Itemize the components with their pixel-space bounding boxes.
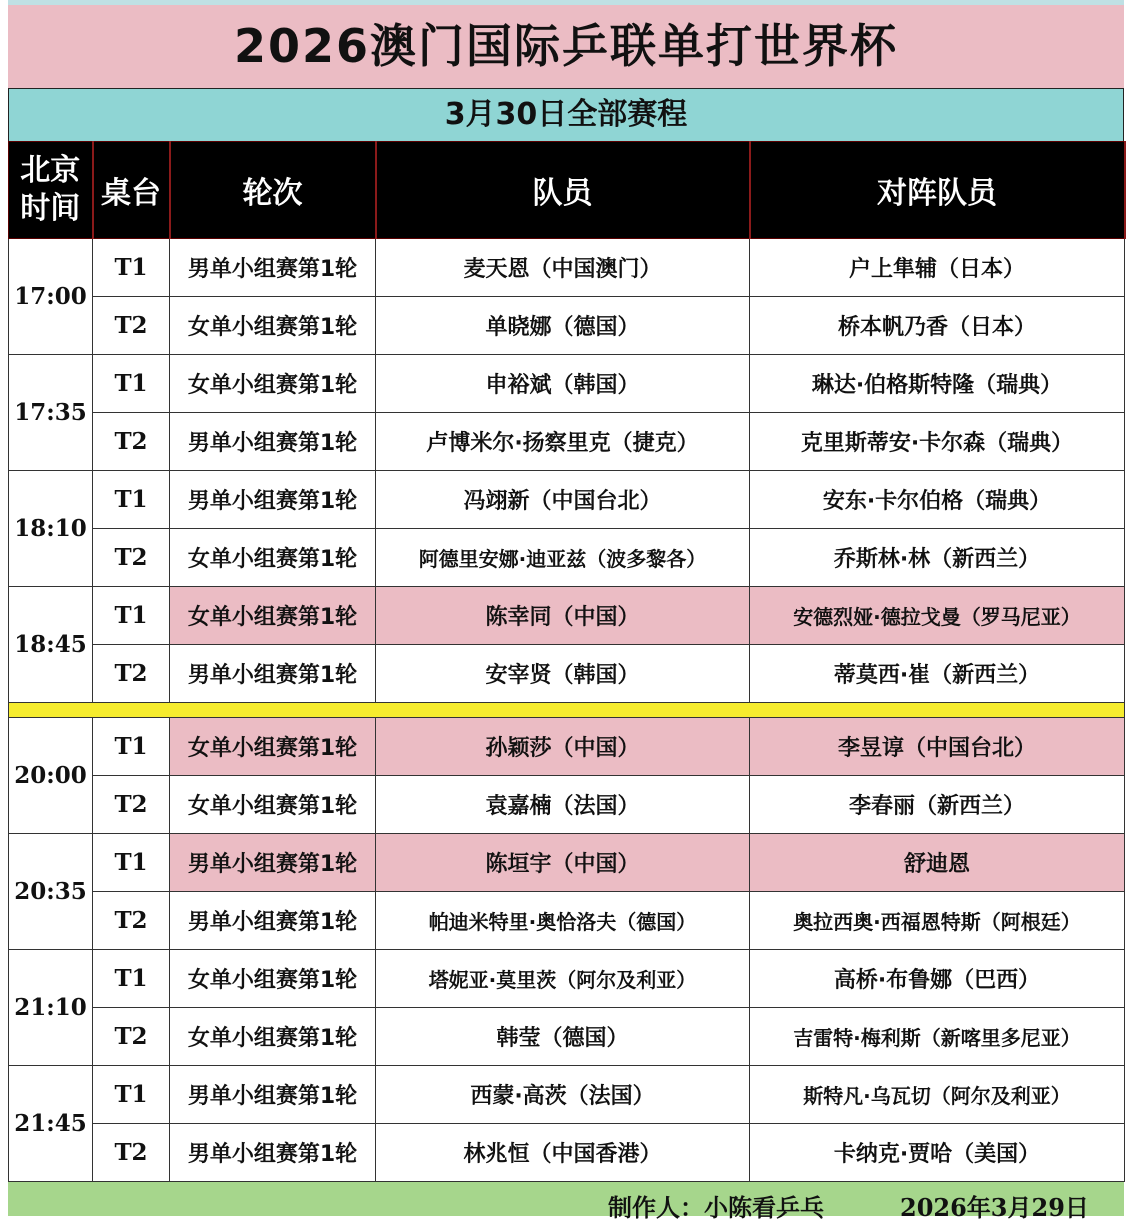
player-cell: 袁嘉楠（法国） — [376, 776, 750, 834]
opponent-cell: 琳达·伯格斯特隆（瑞典） — [750, 355, 1125, 413]
header-time — [9, 142, 93, 239]
player-cell: 冯翊新（中国台北） — [376, 471, 750, 529]
time-cell: 20:00 — [9, 718, 93, 834]
opponent-cell: 高桥·布鲁娜（巴西） — [750, 950, 1125, 1008]
schedule-subtitle: 3月30日全部赛程 — [8, 88, 1124, 142]
table-cell: T1 — [93, 718, 170, 776]
table-cell: T2 — [93, 645, 170, 703]
opponent-cell: 卡纳克·贾哈（美国） — [750, 1124, 1125, 1182]
round-cell: 男单小组赛第1轮 — [170, 239, 376, 297]
footer — [8, 1181, 1124, 1222]
separator-bar — [9, 703, 1125, 718]
schedule-poster — [8, 0, 1124, 1222]
match-row — [9, 776, 1125, 834]
table-cell: T1 — [93, 1066, 170, 1124]
header-table: 桌台 — [93, 142, 170, 239]
match-row — [9, 1066, 1125, 1124]
match-row — [9, 587, 1125, 645]
time-cell: 17:00 — [9, 239, 93, 355]
round-cell: 男单小组赛第1轮 — [170, 645, 376, 703]
opponent-cell: 奥拉西奥·西福恩特斯（阿根廷） — [750, 892, 1125, 950]
round-cell: 男单小组赛第1轮 — [170, 834, 376, 892]
round-cell: 男单小组赛第1轮 — [170, 413, 376, 471]
table-cell: T1 — [93, 239, 170, 297]
opponent-cell: 蒂莫西·崔（新西兰） — [750, 645, 1125, 703]
schedule-body — [9, 239, 1125, 1182]
opponent-cell: 斯特凡·乌瓦切（阿尔及利亚） — [750, 1066, 1125, 1124]
header-opponent: 对阵队员 — [750, 142, 1125, 239]
match-row — [9, 834, 1125, 892]
table-cell: T2 — [93, 297, 170, 355]
header-time-line1: 北京 — [20, 153, 81, 188]
table-cell: T2 — [93, 1008, 170, 1066]
table-cell: T2 — [93, 776, 170, 834]
header-round: 轮次 — [170, 142, 376, 239]
opponent-cell: 桥本帆乃香（日本） — [750, 297, 1125, 355]
player-cell: 单晓娜（德国） — [376, 297, 750, 355]
session-separator — [9, 703, 1125, 718]
header-time-line2: 时间 — [20, 191, 81, 226]
opponent-cell: 李昱谆（中国台北） — [750, 718, 1125, 776]
round-cell: 女单小组赛第1轮 — [170, 355, 376, 413]
opponent-cell: 安德烈娅·德拉戈曼（罗马尼亚） — [750, 587, 1125, 645]
round-cell: 男单小组赛第1轮 — [170, 892, 376, 950]
table-cell: T1 — [93, 471, 170, 529]
match-row — [9, 892, 1125, 950]
round-cell: 女单小组赛第1轮 — [170, 950, 376, 1008]
player-cell: 麦天恩（中国澳门） — [376, 239, 750, 297]
player-cell: 陈幸同（中国） — [376, 587, 750, 645]
player-cell: 申裕斌（韩国） — [376, 355, 750, 413]
table-cell: T2 — [93, 1124, 170, 1182]
time-cell: 18:45 — [9, 587, 93, 703]
player-cell: 帕迪米特里·奥恰洛夫（德国） — [376, 892, 750, 950]
poster-title: 2026澳门国际乒联单打世界杯 — [8, 5, 1124, 88]
match-row — [9, 471, 1125, 529]
round-cell: 男单小组赛第1轮 — [170, 1066, 376, 1124]
table-cell: T2 — [93, 892, 170, 950]
schedule-table — [8, 141, 1126, 1182]
table-cell: T1 — [93, 950, 170, 1008]
match-row — [9, 529, 1125, 587]
round-cell: 女单小组赛第1轮 — [170, 297, 376, 355]
opponent-cell: 吉雷特·梅利斯（新喀里多尼亚） — [750, 1008, 1125, 1066]
player-cell: 安宰贤（韩国） — [376, 645, 750, 703]
opponent-cell: 克里斯蒂安·卡尔森（瑞典） — [750, 413, 1125, 471]
player-cell: 林兆恒（中国香港） — [376, 1124, 750, 1182]
round-cell: 女单小组赛第1轮 — [170, 776, 376, 834]
player-cell: 卢博米尔·扬察里克（捷克） — [376, 413, 750, 471]
round-cell: 男单小组赛第1轮 — [170, 471, 376, 529]
table-cell: T1 — [93, 355, 170, 413]
match-row — [9, 950, 1125, 1008]
match-row — [9, 297, 1125, 355]
footer-maker: 制作人：小陈看乒乓 — [608, 1194, 824, 1222]
time-cell: 17:35 — [9, 355, 93, 471]
player-cell: 西蒙·高茨（法国） — [376, 1066, 750, 1124]
match-row — [9, 645, 1125, 703]
opponent-cell: 户上隼辅（日本） — [750, 239, 1125, 297]
time-cell: 21:45 — [9, 1066, 93, 1182]
opponent-cell: 乔斯林·林（新西兰） — [750, 529, 1125, 587]
match-row — [9, 239, 1125, 297]
match-row — [9, 413, 1125, 471]
player-cell: 韩莹（德国） — [376, 1008, 750, 1066]
time-cell: 21:10 — [9, 950, 93, 1066]
table-cell: T2 — [93, 529, 170, 587]
time-cell: 20:35 — [9, 834, 93, 950]
footer-date: 2026年3月29日 — [900, 1193, 1089, 1222]
table-cell: T2 — [93, 413, 170, 471]
match-row — [9, 355, 1125, 413]
round-cell: 男单小组赛第1轮 — [170, 1124, 376, 1182]
opponent-cell: 舒迪恩 — [750, 834, 1125, 892]
time-cell: 18:10 — [9, 471, 93, 587]
match-row — [9, 718, 1125, 776]
opponent-cell: 李春丽（新西兰） — [750, 776, 1125, 834]
round-cell: 女单小组赛第1轮 — [170, 587, 376, 645]
player-cell: 孙颖莎（中国） — [376, 718, 750, 776]
match-row — [9, 1124, 1125, 1182]
round-cell: 女单小组赛第1轮 — [170, 529, 376, 587]
player-cell: 陈垣宇（中国） — [376, 834, 750, 892]
player-cell: 阿德里安娜·迪亚兹（波多黎各） — [376, 529, 750, 587]
table-cell: T1 — [93, 834, 170, 892]
round-cell: 女单小组赛第1轮 — [170, 718, 376, 776]
table-cell: T1 — [93, 587, 170, 645]
player-cell: 塔妮亚·莫里茨（阿尔及利亚） — [376, 950, 750, 1008]
opponent-cell: 安东·卡尔伯格（瑞典） — [750, 471, 1125, 529]
header-row — [9, 142, 1125, 239]
header-player: 队员 — [376, 142, 750, 239]
round-cell: 女单小组赛第1轮 — [170, 1008, 376, 1066]
match-row — [9, 1008, 1125, 1066]
